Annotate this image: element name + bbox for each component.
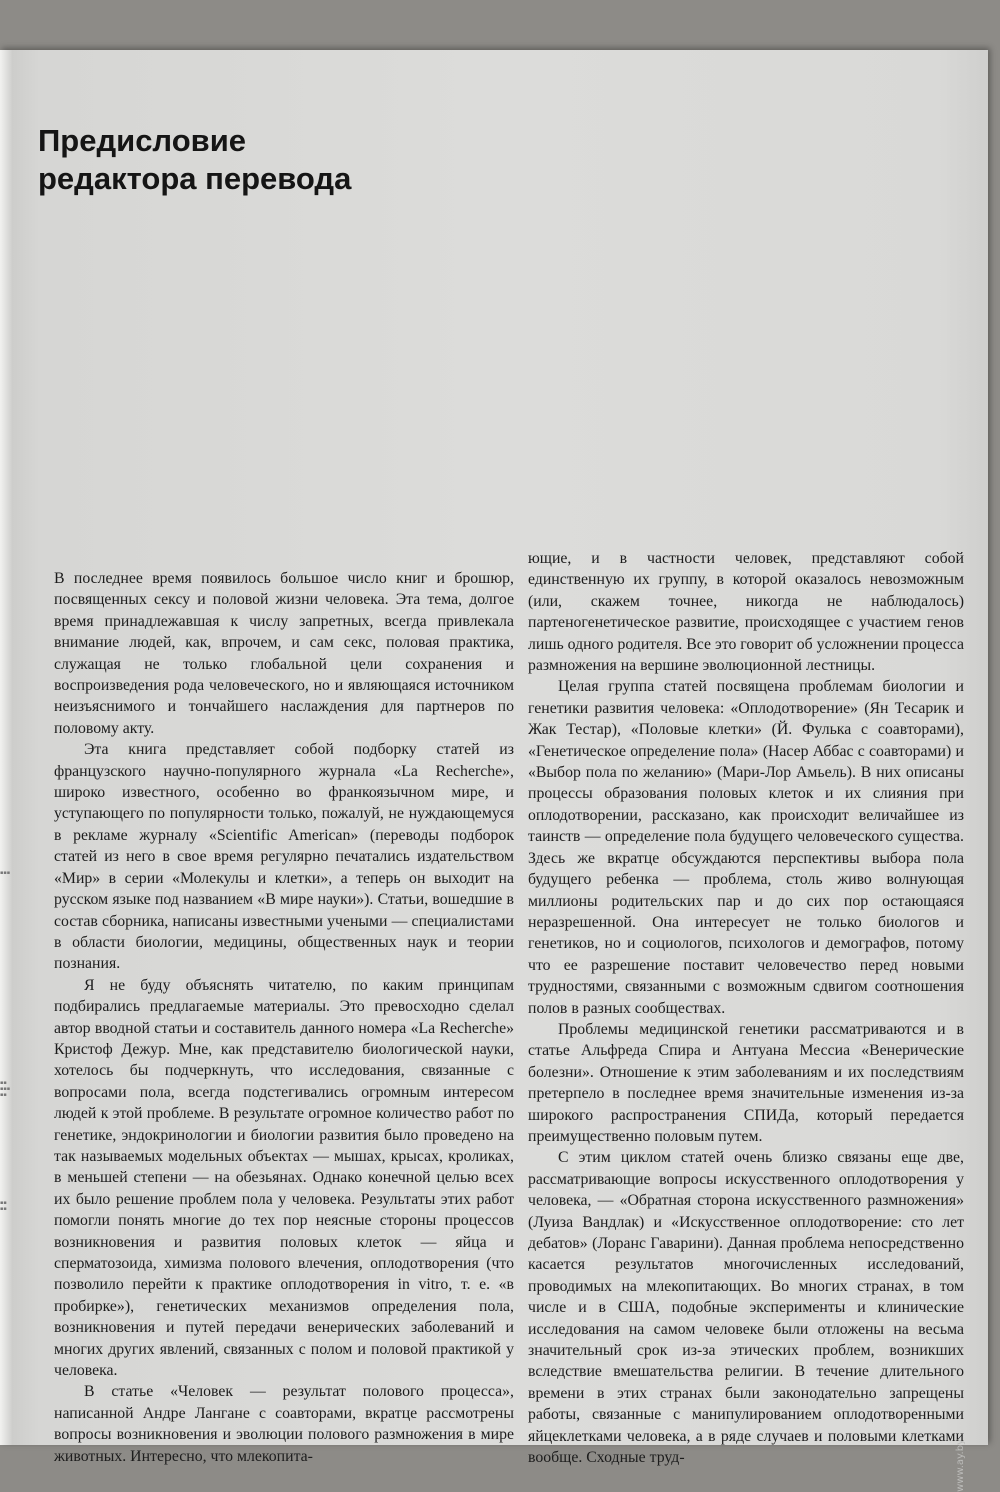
page-title-line-1: Предисловие xyxy=(38,123,247,158)
previous-page-edge xyxy=(0,50,12,1445)
text-column-left xyxy=(54,568,514,1467)
paragraph: Целая группа статей посвящена проблемам биологии и генетики развития человека: «Оплодотворение» (Ян Тесарик и Жак Тестар), «Половые клетки» (Й. Фулька с соавторами), «Генетическое определение пола» (Насер Аббас с соавторами) и «Выбор пола по желанию» (Мари-Лор Амьель). В них описаны процессы образования половых клеток и их слияния при оплодотворении, рассказано, как происходит величайшее из таинств — определение пола будущего человеческого существа. Здесь же вкратце обсуждаются перспективы выбора пола будущего ребенка — проблема, столь живо волнующая миллионы родительских пар и до сих пор остающаяся неразрешенной. Она интересует не только биологов и генетиков, но и социологов, психологов и демографов, потому что ее разрешение поставит человечество перед новыми трудностями, связанными с возможным сдвигом соотношения полов в разных сообществах. xyxy=(528,678,964,1017)
paragraph: В последнее время появилось большое число книг и брошюр, посвященных сексу и половой жизни человека. Эта тема, долгое время принадлежавшая к числу запретных, всегда привлекала внимание людей, как, впрочем, и сам секс, половая практика, служащая не только глобальной цели сохранения и воспроизведения рода человеческого, но и являющаяся источником неизъяснимого и тончайшего наслаждения для партнеров по половому акту. xyxy=(54,570,514,737)
paragraph: В статье «Человек — результат полового процесса», написанной Андре Лангане с соавторами, вкратце рассмотрены вопросы возникновения и эволюции полового размножения в мире животных. Интересно, что млекопита- xyxy=(54,1383,514,1465)
paragraph: ющие, и в частности человек, представляют собой единственную их группу, в которой оказалось невозможным (или, скажем точнее, никогда не наблюдалось) партеногенетическое развитие, происходящее с участием генов лишь одного родителя. Все это говорит об усложнении процесса размножения на вершине эволюционной лестницы. xyxy=(528,550,964,675)
margin-artifact: ▪▪▪ xyxy=(0,870,11,876)
page-title xyxy=(38,122,351,198)
book-page xyxy=(0,50,988,1492)
paragraph: Эта книга представляет собой подборку статей из французского научно-популярного журнала «La Recherche», широко известного, особенно во франкоязычном мире, и уступающего по популярности только, пожалуй, не нуждающемуся в рекламе журналу «Scientific American» (переводы подборок статей из него в свое время регулярно печатались издательством «Мир» в серии «Молекулы и клетки», а теперь он выходит на русском языке под названием «В мире науки»). Статьи, вошедшие в состав сборника, написаны известными учеными — специалистами в области биологии, медицины, общественных наук и теории познания. xyxy=(54,741,514,973)
margin-artifact: ▪▪ ▪▪▪ ▪▪ xyxy=(0,1080,11,1098)
paragraph: С этим циклом статей очень близко связаны еще две, рассматривающие вопросы искусственного оплодотворения у человека, — «Обратная сторона искусственного размножения» (Луиза Вандлак) и «Искусственное оплодотворение: сто лет дебатов» (Лоранс Гаварини). Данная проблема непосредственно касается результатов многочисленных исследований, проводимых на млекопитающих. Во многих странах, в том числе и в США, подобные эксперименты и клинические исследования на самом человеке были отложены на весьма значительный срок из-за этических проблем, возникших вследствие вмешательства религии. В течение длительного времени в этих странах были законодательно запрещены работы, связанные с манипулированием оплодотворенными яйцеклетками человека, а в ряде случаев и половыми клетками вообще. Сходные труд- xyxy=(528,1149,964,1467)
margin-artifact: ▪▪ ▪▪ xyxy=(0,1200,7,1212)
paragraph: Проблемы медицинской генетики рассматриваются и в статье Альфреда Спира и Антуана Мессиа «Венерические болезни». Отношение к этим заболеваниям и их последствиям претерпело в последнее время значительные изменения из-за широкого распространения СПИДа, который передается преимущественно половым путем. xyxy=(528,1020,964,1145)
watermark: www.ay.by xyxy=(955,1439,966,1492)
page-title-line-2: редактора перевода xyxy=(38,161,352,196)
text-column-right xyxy=(528,548,964,1468)
paragraph: Я не буду объяснять читателю, по каким принципам подбирались предлагаемые материалы. Это превосходно сделал автор вводной статьи и составитель данного номера «La Recherche» Кристоф Дежур. Мне, как представителю биологической науки, хотелось бы подчеркнуть, что исследования, связанные с вопросами пола, всегда подстегивались огромным интересом людей к этой проблеме. В результате огромное количество работ по генетике, эндокринологии и биологии развития было проведено на так называемых модельных объектах — мышах, крысах, кроликах, в меньшей степени — на обезьянах. Однако конечной целью всех их было решение проблем пола у человека. Результаты этих работ помогли понять многие до тех пор неясные стороны процессов возникновения и развития половых клеток — яйца и сперматозоида, химизма полового влечения, оплодотворения (что позволило перейти к практике оплодотворения in vitro, т. е. «в пробирке»), генетических механизмов определения пола, возникновения и путей передачи венерических заболеваний и многих других явлений, связанных с полом и половой практикой у человека. xyxy=(54,976,514,1380)
